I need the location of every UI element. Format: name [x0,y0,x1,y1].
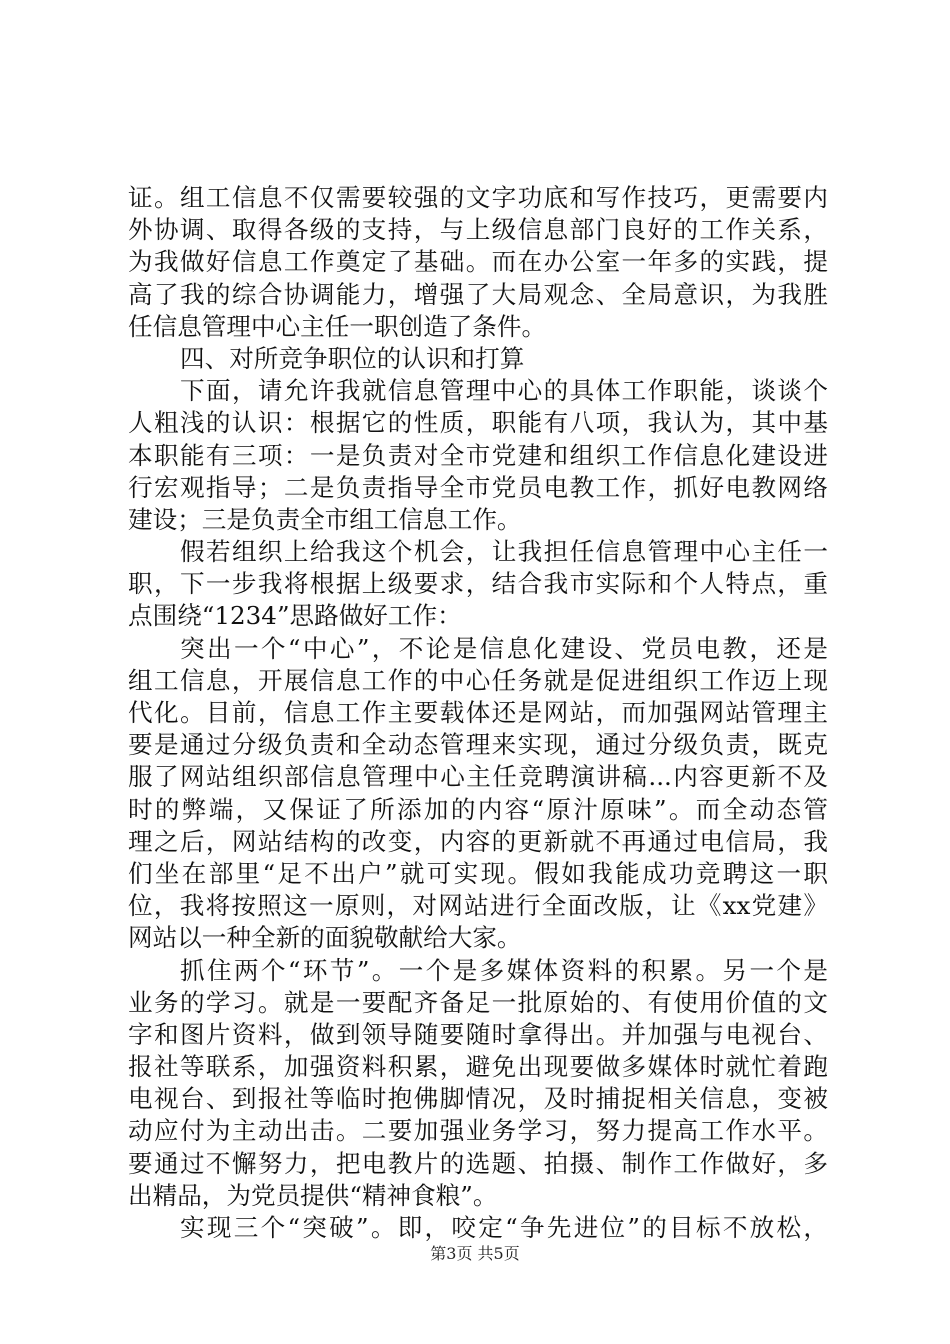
text-line: 为我做好信息工作奠定了基础。而在办公室一年多的实践，提 [128,247,828,277]
text-line: 任信息管理中心主任一职创造了条件。 [128,311,547,341]
text-line: 突出一个“中心”，不论是信息化建设、党员电教，还是 [180,633,828,663]
text-line: 高了我的综合协调能力，增强了大局观念、全局意识，为我胜 [128,279,828,309]
text-line: 服了网站组织部信息管理中心主任竞聘演讲稿...内容更新不及 [128,762,828,792]
text-line: 建设；三是负责全市组工信息工作。 [128,504,522,534]
text-line: 本职能有三项：一是负责对全市党建和组织工作信息化建设进 [128,440,828,470]
text-line: 抓住两个“环节”。一个是多媒体资料的积累。另一个是 [180,955,828,985]
text-line: 组工信息，开展信息工作的中心任务就是促进组织工作迈上现 [128,665,828,695]
text-line: 网站以一种全新的面貌敬献给大家。 [128,923,522,953]
text-line: 报社等联系，加强资料积累，避免出现要做多媒体时就忙着跑 [128,1052,828,1082]
text-line: 理之后，网站结构的改变，内容的更新就不再通过电信局，我 [128,826,828,856]
text-line: 动应付为主动出击。二要加强业务学习，努力提高工作水平。 [128,1116,828,1146]
text-line: 行宏观指导；二是负责指导全市党员电教工作，抓好电教网络 [128,472,828,502]
text-line: 电视台、到报社等临时抱佛脚情况，及时捕捉相关信息，变被 [128,1084,828,1114]
text-line: 出精品，为党员提供“精神食粮”。 [128,1180,498,1210]
text-line: 业务的学习。就是一要配齐备足一批原始的、有使用价值的文 [128,987,828,1017]
text-line: 们坐在部里“足不出户”就可实现。假如我能成功竞聘这一职 [128,858,828,888]
document-body [128,182,828,1244]
page-footer: 第3页 共5页 [430,1244,520,1263]
text-line: 时的弊端，又保证了所添加的内容“原汁原味”。而全动态管 [128,794,828,824]
text-line: 要通过不懈努力，把电教片的选题、拍摄、制作工作做好，多 [128,1148,828,1178]
text-line: 点围绕“1234”思路做好工作： [128,601,462,631]
text-line: 下面，请允许我就信息管理中心的具体工作职能，谈谈个 [180,376,828,406]
text-line: 位，我将按照这一原则，对网站进行全面改版，让《xx党建》 [128,891,828,921]
text-line: 证。组工信息不仅需要较强的文字功底和写作技巧，更需要内 [128,183,828,212]
text-line: 字和图片资料，做到领导随要随时拿得出。并加强与电视台、 [128,1019,828,1049]
text-line: 外协调、取得各级的支持，与上级信息部门良好的工作关系， [128,215,828,245]
section-heading: 四、对所竞争职位的认识和打算 [180,343,525,373]
text-line: 职，下一步我将根据上级要求，结合我市实际和个人特点，重 [128,569,828,599]
text-line: 代化。目前，信息工作主要载体还是网站，而加强网站管理主 [128,698,828,727]
text-line: 实现三个“突破”。即，咬定“争先进位”的目标不放松， [180,1213,828,1242]
text-line: 假若组织上给我这个机会，让我担任信息管理中心主任一 [180,537,828,567]
text-line: 人粗浅的认识：根据它的性质，职能有八项，我认为，其中基 [128,408,828,438]
text-line: 要是通过分级负责和全动态管理来实现，通过分级负责，既克 [128,730,828,760]
